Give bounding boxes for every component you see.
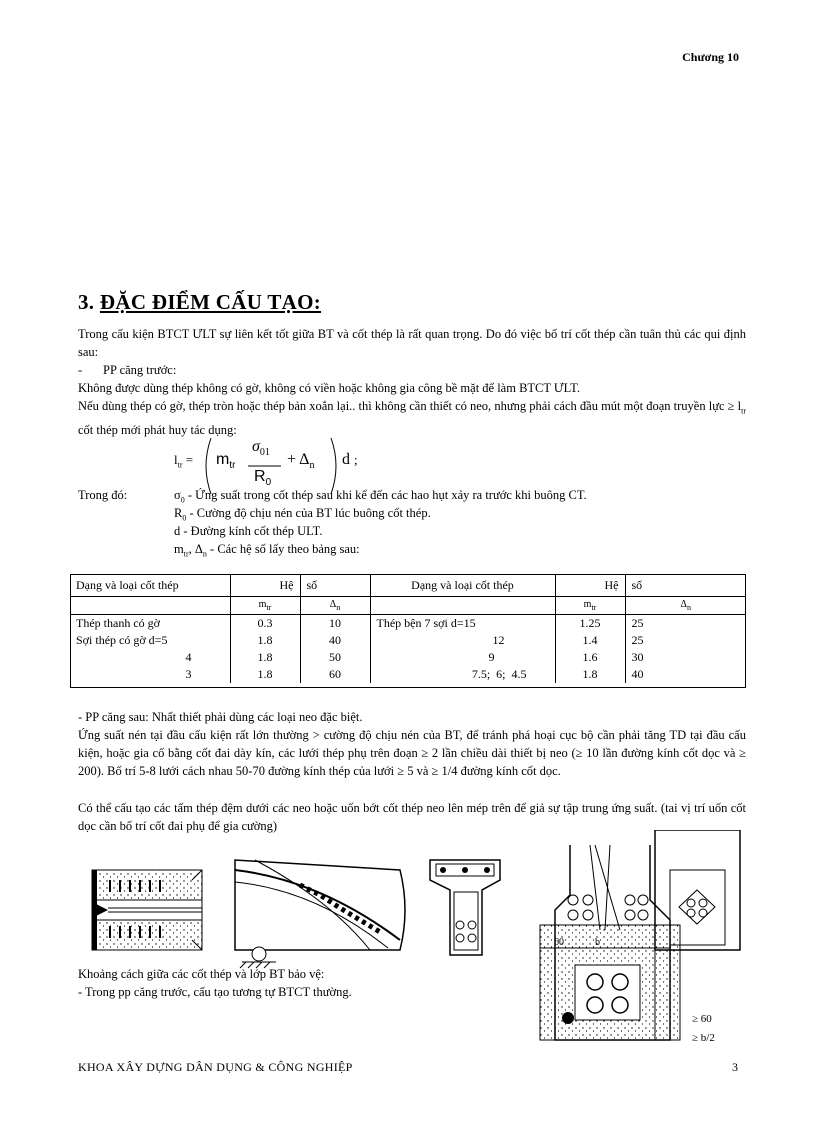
chapter-header: Chương 10 xyxy=(682,50,739,64)
where-item-4: $m_{tr}$, $\Delta_n$ - Các hệ số lấy theo bảng sau: xyxy=(174,542,360,559)
th-so-right: số xyxy=(625,574,746,597)
coefficient-table xyxy=(70,574,746,683)
th-type-left: Dạng và loại cốt thép xyxy=(70,574,230,597)
cell-r-type: 7.5; 6; 4.5 xyxy=(370,666,555,683)
th-so-left: số xyxy=(300,574,370,597)
th-type-right: Dạng và loại cốt thép xyxy=(370,574,555,597)
cell-l-m: 1.8 xyxy=(230,666,300,683)
cell-l-type: 4 xyxy=(70,649,230,666)
cell-r-d: 25 xyxy=(631,616,644,630)
th-delta-left: $\Delta_n$ xyxy=(300,597,370,615)
where-item-3: d - Đường kính cốt thép ULT. xyxy=(174,524,323,538)
cell-r-type: 9 xyxy=(370,649,555,666)
formula-d: d ; xyxy=(342,451,358,468)
th-blank-2 xyxy=(370,597,555,615)
formula-sigma: $\sigma_{01}$ xyxy=(252,438,270,459)
formula-lhs: $l_{tr}$ = xyxy=(174,452,194,470)
cell-l-d: 60 xyxy=(300,666,370,683)
cell-r-m: 1.8 xyxy=(555,666,625,683)
cell-r-d: 25 xyxy=(631,633,644,647)
where-item-1: $\sigma_0$ - Ứng suất trong cốt thép sau khi kể đến các hao hụt xảy ra trước khi buông CT. xyxy=(174,488,587,505)
th-m-left: $m_{tr}$ xyxy=(230,597,300,615)
cell-l-m: 1.8 xyxy=(230,649,300,666)
cell-r-m: 1.25 xyxy=(555,615,625,633)
th-blank-1 xyxy=(70,597,230,615)
cell-r-d: 40 xyxy=(631,667,644,681)
table-row xyxy=(70,666,746,683)
figure-end-block xyxy=(540,830,740,1044)
cell-l-type: Sợi thép có gờ d=5 xyxy=(70,632,230,649)
paragraph-2 xyxy=(78,397,746,439)
section-title xyxy=(78,290,321,315)
figure-beam-curved-tendons xyxy=(235,860,405,968)
cell-l-type: 3 xyxy=(70,666,230,683)
th-he-right: Hệ xyxy=(555,574,625,597)
cell-r-m: 1.6 xyxy=(555,649,625,666)
dim-60: 60 xyxy=(554,937,564,948)
paragraph-2-end: cốt thép mới phát huy tác dụng: xyxy=(78,422,237,437)
paragraph-2-sub: tr xyxy=(741,406,746,416)
figure-anchor-wedge xyxy=(92,870,202,950)
cell-l-d: 50 xyxy=(300,649,370,666)
cell-l-type: Thép thanh có gờ xyxy=(70,615,230,633)
footer-department: KHOA XÂY DỰNG DÂN DỤNG & CÔNG NGHIỆP xyxy=(78,1060,353,1074)
formula-R: $R_0$ xyxy=(254,468,272,489)
formula-m: $m_{tr}$ xyxy=(216,451,236,472)
intro-paragraph: Trong cấu kiện BTCT ƯLT sự liên kết tốt giữa BT và cốt thép là rất quan trọng. Do đó việc bố trí cốt thép cần tuân thủ các qui định sau: xyxy=(78,327,746,359)
paragraph-3: - PP căng sau: Nhất thiết phải dùng các loại neo đặc biệt. xyxy=(78,710,363,724)
th-delta-right: $\Delta_n$ xyxy=(625,597,746,615)
anchorage-figures xyxy=(70,830,760,1055)
cell-l-d: 10 xyxy=(300,615,370,633)
cell-r-m: 1.4 xyxy=(555,632,625,649)
cell-l-d: 40 xyxy=(300,632,370,649)
cell-l-m: 1.8 xyxy=(230,632,300,649)
dim-ge60: ≥ 60 xyxy=(692,1013,712,1025)
paragraph-4: Ứng suất nén tại đầu cấu kiện rất lớn thường > cường độ chịu nén của BT, để tránh phá hoại cục bộ cần phải tăng TD tại đầu cấu kiện, hoặc gia cố bằng cốt đai dày kín, các lưới thép phụ trên đoạn ≥ 2 lần chiều dài thiết bị neo (≥ 10 lần đường kính cốt dọc và ≥ 200). Bố trí 5-8 lưới cách nhau 50-70 đường kính thép của lưới ≥ 5 và ≥ 1/4 đường kính cốt dọc. xyxy=(78,728,746,778)
cell-r-d: 30 xyxy=(631,650,644,664)
paragraph-5: Có thể cấu tạo các tấm thép đệm dưới các neo hoặc uốn bớt cốt thép neo lên mép trên để giả sự tập trung ứng suất. (tai vị trí uốn cốt dọc cần bố trí cốt đai phụ để gia cường) xyxy=(78,801,746,833)
figure-t-section xyxy=(430,860,500,955)
dim-b: b xyxy=(595,937,600,948)
paragraph-2-text: Nếu dùng thép có gờ, thép tròn hoặc thép bản xoắn lại.. thì không cần thiết có neo, nhưng phải cách đầu mút một đoạn truyền lực ≥ l xyxy=(78,399,742,413)
cell-r-type: Thép bện 7 sợi d=15 xyxy=(370,615,555,633)
paragraph-7: - Trong pp căng trước, cấu tạo tương tự BTCT thường. xyxy=(78,985,352,999)
dim-geb2: ≥ b/2 xyxy=(692,1032,715,1044)
where-label: Trong đó: xyxy=(78,488,128,502)
paragraph-6: Khoảng cách giữa các cốt thép và lớp BT bảo vệ: xyxy=(78,967,325,981)
pp-truoc-heading: PP căng trước: xyxy=(103,363,177,377)
paragraph-1: Không được dùng thép không có gờ, không có viền hoặc không gia công bề mặt để làm BTCT ƯLT. xyxy=(78,381,580,395)
th-m-right: $m_{tr}$ xyxy=(555,597,625,615)
where-item-2: $R_0$ - Cường độ chịu nén của BT lúc buông cốt thép. xyxy=(174,506,431,523)
page-number: 3 xyxy=(732,1060,738,1074)
table-row xyxy=(70,632,746,649)
cell-r-type: 12 xyxy=(370,632,555,649)
section-number: 3. xyxy=(78,290,95,314)
bullet-dash: - xyxy=(78,363,83,377)
section-title-text: ĐẶC ĐIỂM CẤU TẠO: xyxy=(99,290,322,314)
cell-l-m: 0.3 xyxy=(230,615,300,633)
th-he-left: Hệ xyxy=(230,574,300,597)
table-row xyxy=(70,615,746,633)
formula-plus-delta: + $\Delta_n$ xyxy=(287,451,315,472)
table-row xyxy=(70,649,746,666)
